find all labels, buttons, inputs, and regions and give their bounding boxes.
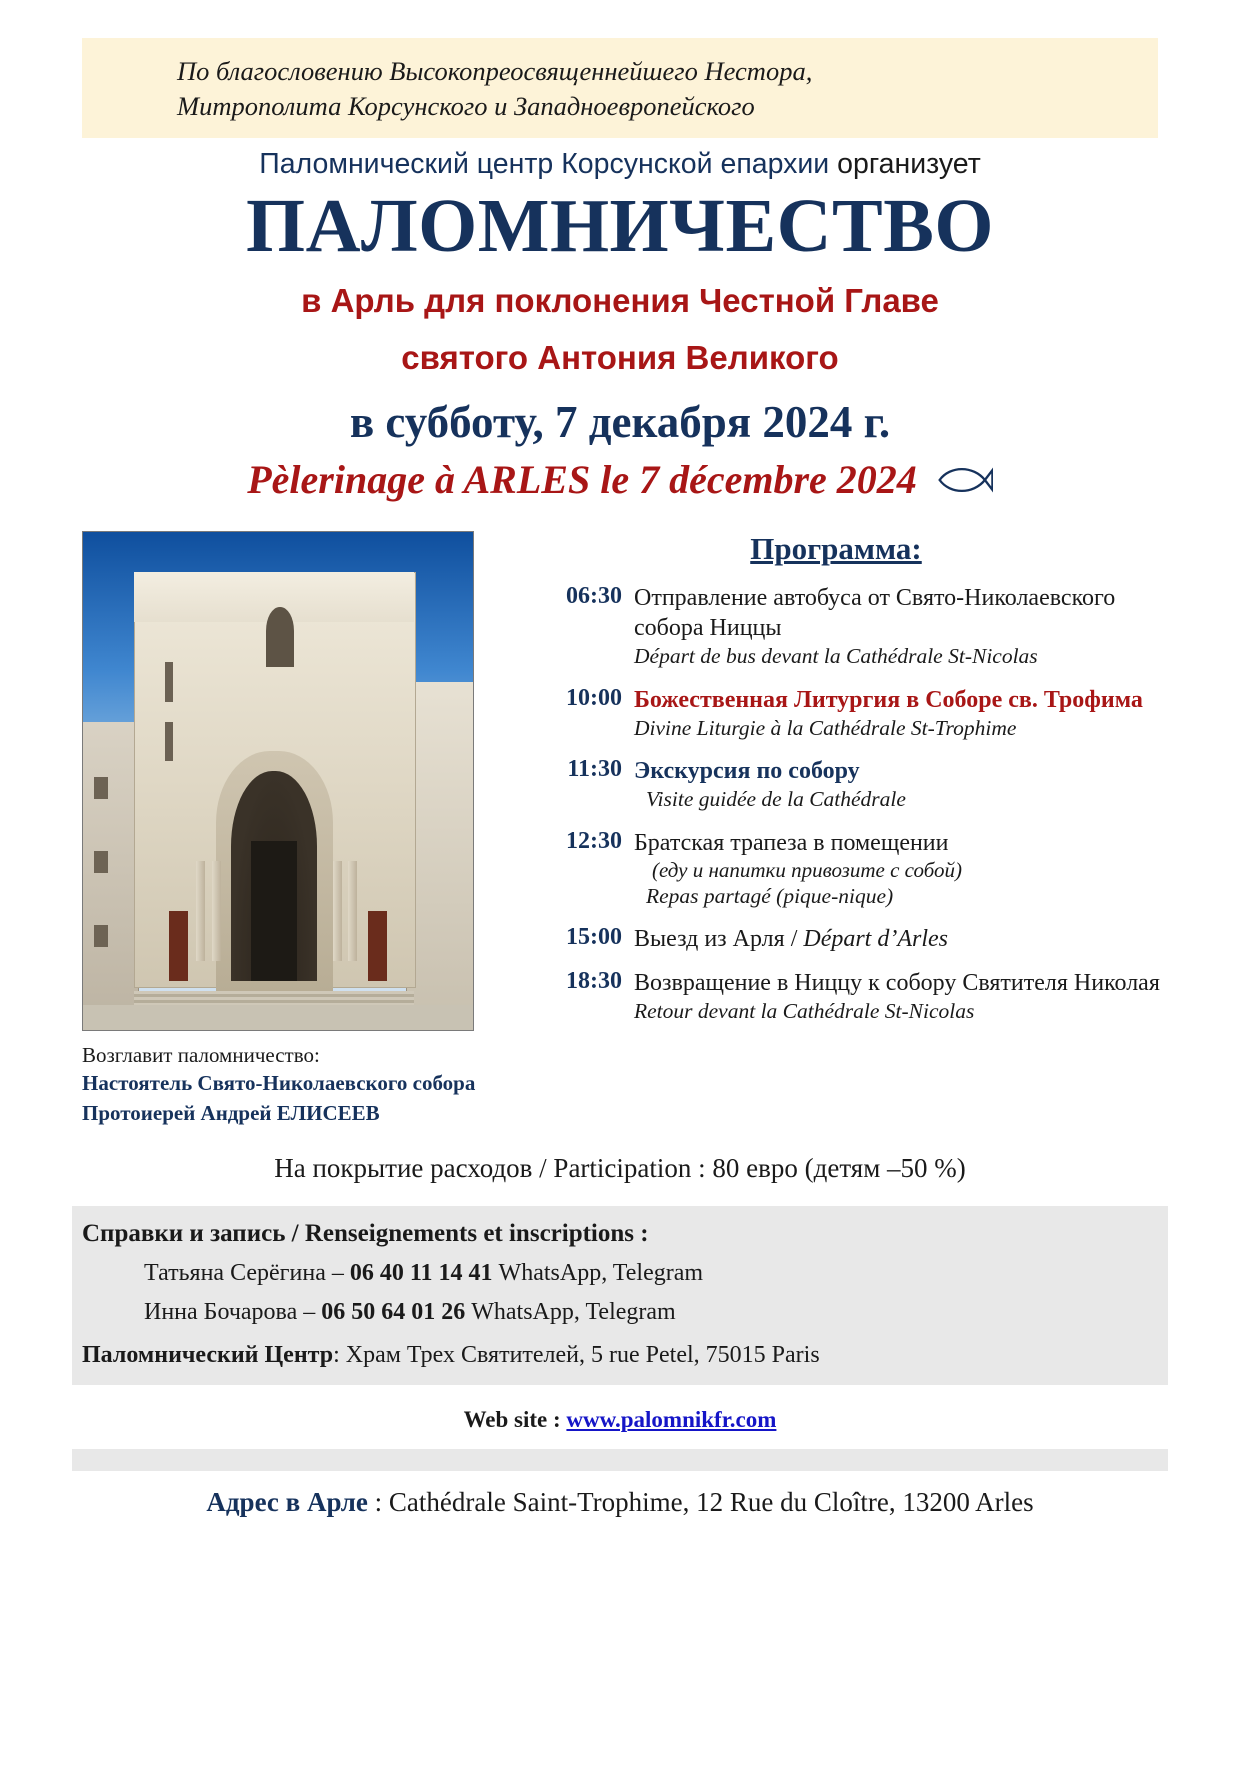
subtitle-line-2: святого Антония Великого — [401, 338, 839, 376]
programme-text-ru-main: Выезд из Арля / — [634, 926, 804, 953]
programme-detail — [634, 756, 1162, 814]
contact-apps: WhatsApp, Telegram — [465, 1298, 676, 1325]
programme-item — [530, 685, 1162, 743]
contact-phone[interactable]: 06 50 64 01 26 — [321, 1298, 466, 1325]
programme-text-ru — [634, 924, 1162, 954]
programme-column — [482, 531, 1162, 1127]
programme-title: Программа: — [750, 531, 922, 567]
programme-text-fr: Retour devant la Cathédrale St-Nicolas — [634, 999, 975, 1024]
programme-text-ru: Братская трапеза в помещении — [634, 829, 949, 856]
programme-text-ru: Божественная Литургия в Соборе св. Трофима — [634, 686, 1143, 713]
content-row — [0, 531, 1240, 1127]
programme-detail — [634, 828, 1162, 911]
contacts-title: Справки и запись / Renseignements et inscriptions : — [82, 1219, 649, 1247]
photo-column — [212, 861, 221, 961]
arles-address — [0, 1487, 1240, 1518]
pilgrimage-center-label: Паломнический Центр — [82, 1341, 334, 1368]
contact-phone[interactable]: 06 40 11 14 41 — [349, 1259, 493, 1286]
contact-person-2 — [72, 1299, 1168, 1326]
photo-slit-window — [165, 662, 174, 702]
photo-caption-lead: Возглавит паломничество: — [82, 1043, 320, 1068]
website-row — [0, 1407, 1240, 1433]
contact-person-1 — [72, 1260, 1168, 1287]
contact-name: Татьяна Серёгина – — [144, 1259, 350, 1286]
programme-time: 10:00 — [566, 684, 622, 711]
organizer-line — [0, 148, 1240, 181]
photo-caption-line-1: Настоятель Свято-Николаевского собора — [82, 1071, 476, 1096]
blessing-line-1: По благословению Высокопреосвященнейшего Нестора, — [177, 56, 813, 86]
photo-side-door — [368, 911, 388, 981]
programme-text-ru: Возвращение в Ниццу к собору Святителя Николая — [634, 970, 1160, 997]
date-russian: в субботу, 7 декабря 2024 г. — [349, 397, 891, 448]
programme-time: 11:30 — [567, 756, 622, 783]
contact-name: Инна Бочарова – — [144, 1298, 322, 1325]
fish-icon — [935, 463, 993, 497]
programme-note: (еду и напитки привозите с собой) — [652, 857, 962, 882]
divider-band — [72, 1449, 1168, 1471]
programme-time: 18:30 — [566, 968, 622, 995]
programme-time: 15:00 — [566, 924, 622, 951]
programme-text-ru: Экскурсия по собору — [634, 758, 860, 785]
programme-text-fr: Départ d’Arles — [803, 926, 949, 953]
photo-column — [348, 861, 357, 961]
programme-item — [530, 828, 1162, 911]
participation-fee: На покрытие расходов / Participation : 80 евро (детям –50 %) — [274, 1152, 966, 1183]
photo-main-door — [251, 841, 298, 980]
programme-text-fr: Divine Liturgie à la Cathédrale St-Trophime — [634, 715, 1017, 740]
blessing-banner — [82, 38, 1158, 138]
page-title: ПАЛОМНИЧЕСТВО — [245, 184, 995, 269]
programme-detail — [634, 583, 1162, 671]
subtitle-line-1: в Арль для поклонения Честной Главе — [301, 282, 939, 320]
website-link[interactable]: www.palomnikfr.com — [566, 1406, 777, 1432]
programme-detail — [634, 685, 1162, 743]
photo-column — [196, 861, 205, 961]
programme-text-fr: Départ de bus devant la Cathédrale St-Nicolas — [634, 644, 1038, 669]
programme-time: 12:30 — [566, 827, 622, 854]
photo-side-door — [169, 911, 189, 981]
photo-rose-window — [266, 607, 293, 667]
programme-item — [530, 756, 1162, 814]
photo-ground — [83, 1005, 473, 1030]
programme-detail — [634, 924, 1162, 954]
organizer-verb: организует — [829, 148, 981, 181]
photo-slit-window — [165, 722, 174, 762]
programme-text-fr: Repas partagé (pique-nique) — [646, 883, 894, 908]
programme-item — [530, 968, 1162, 1026]
programme-item — [530, 583, 1162, 671]
programme-time: 06:30 — [566, 583, 622, 610]
programme-item — [530, 924, 1162, 954]
date-french-row — [0, 456, 1240, 503]
photo-caption-line-2: Протоиерей Андрей ЕЛИСЕЕВ — [82, 1100, 380, 1125]
organizer-name: Паломнический центр Корсунской епархии — [259, 148, 830, 181]
poster-page — [0, 38, 1240, 1792]
photo-column — [333, 861, 342, 961]
photo-column — [82, 531, 482, 1127]
arles-address-value: : Cathédrale Saint-Trophime, 12 Rue du Cloître, 13200 Arles — [367, 1486, 1034, 1517]
photo-left-building — [83, 722, 139, 1031]
cathedral-photo — [82, 531, 474, 1031]
blessing-line-2: Митрополита Корсунского и Западноевропейского — [177, 91, 755, 122]
date-french: Pèlerinage à ARLES le 7 décembre 2024 — [247, 457, 917, 503]
contacts-block — [72, 1206, 1168, 1385]
contact-apps: WhatsApp, Telegram — [492, 1259, 704, 1286]
arles-address-label: Адрес в Арле — [206, 1486, 368, 1517]
website-label: Web site : — [463, 1406, 567, 1432]
programme-detail — [634, 968, 1162, 1026]
programme-text-ru: Отправление автобуса от Свято-Николаевского собора Ниццы — [634, 585, 1116, 642]
pilgrimage-center-value: : Храм Трех Святителей, 5 rue Petel, 75015 Paris — [333, 1341, 820, 1368]
programme-text-fr: Visite guidée de la Cathédrale — [646, 787, 906, 812]
headline-block — [0, 148, 1240, 503]
pilgrimage-center-address — [72, 1342, 1168, 1369]
